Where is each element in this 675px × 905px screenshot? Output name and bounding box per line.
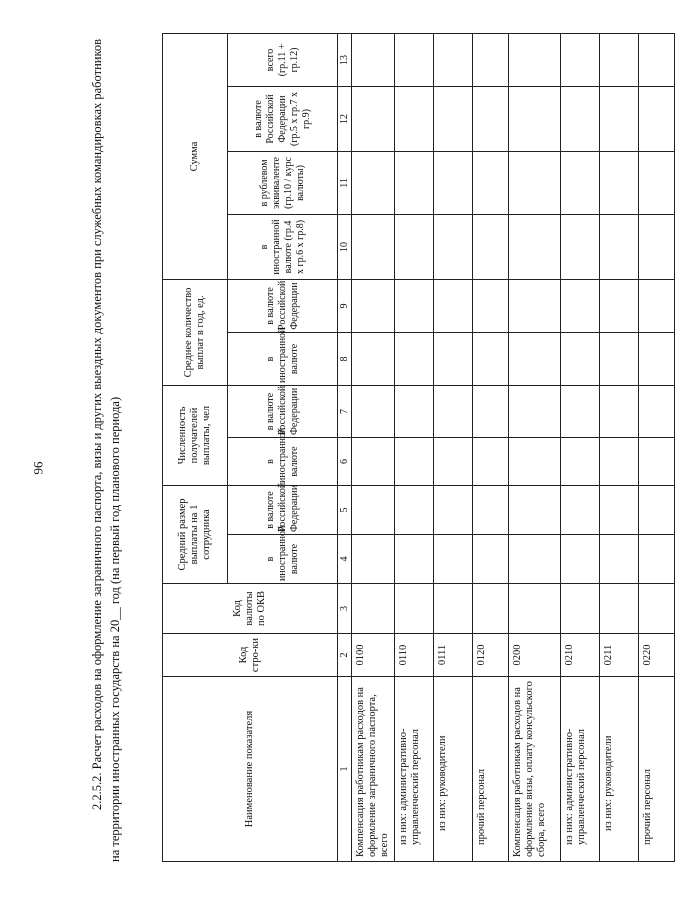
cell[interactable] [561, 438, 600, 486]
table-row [561, 33, 600, 861]
cell[interactable] [600, 33, 639, 86]
cell[interactable] [600, 535, 639, 584]
column-number: 11 [338, 151, 352, 214]
header-col-11: в рублевом эквиваленте (гр.10 / курс валюты) [228, 151, 338, 214]
header-col-9: в валюте Российской Федерации [228, 279, 338, 332]
cell[interactable] [509, 584, 561, 634]
cell[interactable] [473, 86, 509, 151]
cell[interactable] [473, 279, 509, 332]
cell[interactable] [352, 332, 395, 385]
table-row [600, 33, 639, 861]
cell[interactable] [473, 332, 509, 385]
row-name: из них: руководители [600, 677, 639, 862]
cell[interactable] [352, 279, 395, 332]
cell[interactable] [473, 33, 509, 86]
cell[interactable] [434, 86, 473, 151]
header-avg-count: Среднее количество выплат в год, ед. [163, 279, 228, 385]
cell[interactable] [639, 332, 675, 385]
cell[interactable] [639, 486, 675, 535]
header-line-code: Код стро-ки [163, 634, 338, 677]
header-col-10: в иностранной валюте (гр.4 x гр.6 x гр.8) [228, 214, 338, 279]
cell[interactable] [352, 385, 395, 437]
cell[interactable] [395, 438, 434, 486]
row-code: 0100 [352, 634, 395, 677]
header-col-6: в иностранной валюте [228, 438, 338, 486]
column-number: 8 [338, 332, 352, 385]
row-name: из них: руководители [434, 677, 473, 862]
cell[interactable] [639, 535, 675, 584]
heading-line-2: на территории иностранных государств на 20__ год (на первый год планового периода) [108, 396, 122, 862]
cell[interactable] [395, 279, 434, 332]
cell[interactable] [352, 486, 395, 535]
heading-line-1: 2.2.5.2. Расчет расходов на оформление заграничного паспорта, визы и других выездных документов при служебных командировках работников [90, 38, 104, 810]
header-col-4: в иностранной валюте [228, 535, 338, 584]
table-row [395, 33, 434, 861]
row-name: Компенсация работникам расходов на оформление визы, оплату консульского сбора, всего [509, 677, 561, 862]
row-code: 0211 [600, 634, 639, 677]
cell[interactable] [434, 535, 473, 584]
row-code: 0210 [561, 634, 600, 677]
cell[interactable] [352, 584, 395, 634]
row-name: из них: административно-управленческий персонал [395, 677, 434, 862]
table-row [352, 33, 395, 861]
cell[interactable] [639, 438, 675, 486]
cell[interactable] [561, 279, 600, 332]
row-code: 0111 [434, 634, 473, 677]
cell[interactable] [561, 385, 600, 437]
cell[interactable] [561, 151, 600, 214]
cell[interactable] [600, 438, 639, 486]
cell[interactable] [434, 486, 473, 535]
table-row [509, 33, 561, 861]
cell[interactable] [434, 584, 473, 634]
cell[interactable] [509, 438, 561, 486]
column-number: 12 [338, 86, 352, 151]
cell[interactable] [639, 584, 675, 634]
cell[interactable] [561, 332, 600, 385]
cell[interactable] [473, 486, 509, 535]
column-number: 1 [338, 677, 352, 862]
row-code: 0120 [473, 634, 509, 677]
cell[interactable] [352, 438, 395, 486]
cell[interactable] [434, 385, 473, 437]
cell[interactable] [639, 86, 675, 151]
cell[interactable] [395, 86, 434, 151]
cell[interactable] [473, 151, 509, 214]
cell[interactable] [561, 214, 600, 279]
header-col-5: в валюте Российской Федерации [228, 486, 338, 535]
header-currency-code: Код валюты по ОКВ [163, 584, 338, 634]
cell[interactable] [509, 486, 561, 535]
cell[interactable] [561, 33, 600, 86]
cell[interactable] [352, 151, 395, 214]
column-number: 13 [338, 33, 352, 86]
cell[interactable] [395, 214, 434, 279]
cell[interactable] [639, 151, 675, 214]
cell[interactable] [561, 486, 600, 535]
cell[interactable] [509, 151, 561, 214]
header-avg-size: Средний размер выплаты на 1 сотрудника [163, 486, 228, 584]
table-row [473, 33, 509, 861]
column-number: 6 [338, 438, 352, 486]
cell[interactable] [434, 332, 473, 385]
cell[interactable] [434, 279, 473, 332]
column-number: 10 [338, 214, 352, 279]
cell[interactable] [395, 584, 434, 634]
cell[interactable] [600, 332, 639, 385]
cell[interactable] [395, 332, 434, 385]
cell[interactable] [509, 332, 561, 385]
rotated-page-content [88, 32, 653, 862]
cell[interactable] [639, 279, 675, 332]
cell[interactable] [395, 535, 434, 584]
table-row [639, 33, 675, 861]
cell[interactable] [561, 86, 600, 151]
cell[interactable] [434, 33, 473, 86]
cell[interactable] [509, 86, 561, 151]
cell[interactable] [509, 279, 561, 332]
cell[interactable] [473, 584, 509, 634]
column-number: 7 [338, 385, 352, 437]
row-name: из них: административно-управленческий персонал [561, 677, 600, 862]
cell[interactable] [473, 535, 509, 584]
cell[interactable] [352, 535, 395, 584]
cell[interactable] [395, 33, 434, 86]
cell[interactable] [600, 584, 639, 634]
cell[interactable] [352, 86, 395, 151]
cell[interactable] [561, 535, 600, 584]
cell[interactable] [352, 214, 395, 279]
page-number: 96 [31, 461, 46, 475]
cell[interactable] [639, 33, 675, 86]
cell[interactable] [434, 438, 473, 486]
column-number: 5 [338, 486, 352, 535]
header-col-13: всего (гр.11 + гр.12) [228, 33, 338, 86]
cell[interactable] [395, 151, 434, 214]
cell[interactable] [600, 86, 639, 151]
cell[interactable] [600, 486, 639, 535]
expenses-table [162, 33, 675, 862]
column-number: 4 [338, 535, 352, 584]
cell[interactable] [434, 214, 473, 279]
column-number: 2 [338, 634, 352, 677]
row-code: 0200 [509, 634, 561, 677]
header-col-12: в валюте Российской Федерации (гр.5 x гр.7 x гр.9) [228, 86, 338, 151]
column-numbers-row [338, 33, 352, 861]
cell[interactable] [473, 385, 509, 437]
row-name: прочий персонал [473, 677, 509, 862]
column-number: 9 [338, 279, 352, 332]
row-code: 0110 [395, 634, 434, 677]
cell[interactable] [561, 584, 600, 634]
cell[interactable] [395, 385, 434, 437]
cell[interactable] [352, 33, 395, 86]
cell[interactable] [395, 486, 434, 535]
cell[interactable] [600, 279, 639, 332]
header-col-8: в иностранной валюте [228, 332, 338, 385]
cell[interactable] [473, 438, 509, 486]
cell[interactable] [600, 151, 639, 214]
cell[interactable] [434, 151, 473, 214]
cell[interactable] [639, 385, 675, 437]
cell[interactable] [509, 385, 561, 437]
row-code: 0220 [639, 634, 675, 677]
column-number: 3 [338, 584, 352, 634]
header-indicator: Наименование показателя [163, 677, 338, 862]
header-recipients: Численность получателей выплаты, чел [163, 385, 228, 485]
cell[interactable] [473, 214, 509, 279]
cell[interactable] [509, 33, 561, 86]
header-sum: Сумма [163, 33, 228, 279]
cell[interactable] [600, 385, 639, 437]
row-name: Компенсация работникам расходов на оформление заграничного паспорта, всего [352, 677, 395, 862]
cell[interactable] [509, 214, 561, 279]
table-row [434, 33, 473, 861]
section-heading [88, 32, 162, 862]
cell[interactable] [509, 535, 561, 584]
header-col-7: в валюте Российской Федерации [228, 385, 338, 437]
cell[interactable] [639, 214, 675, 279]
row-name: прочий персонал [639, 677, 675, 862]
cell[interactable] [600, 214, 639, 279]
